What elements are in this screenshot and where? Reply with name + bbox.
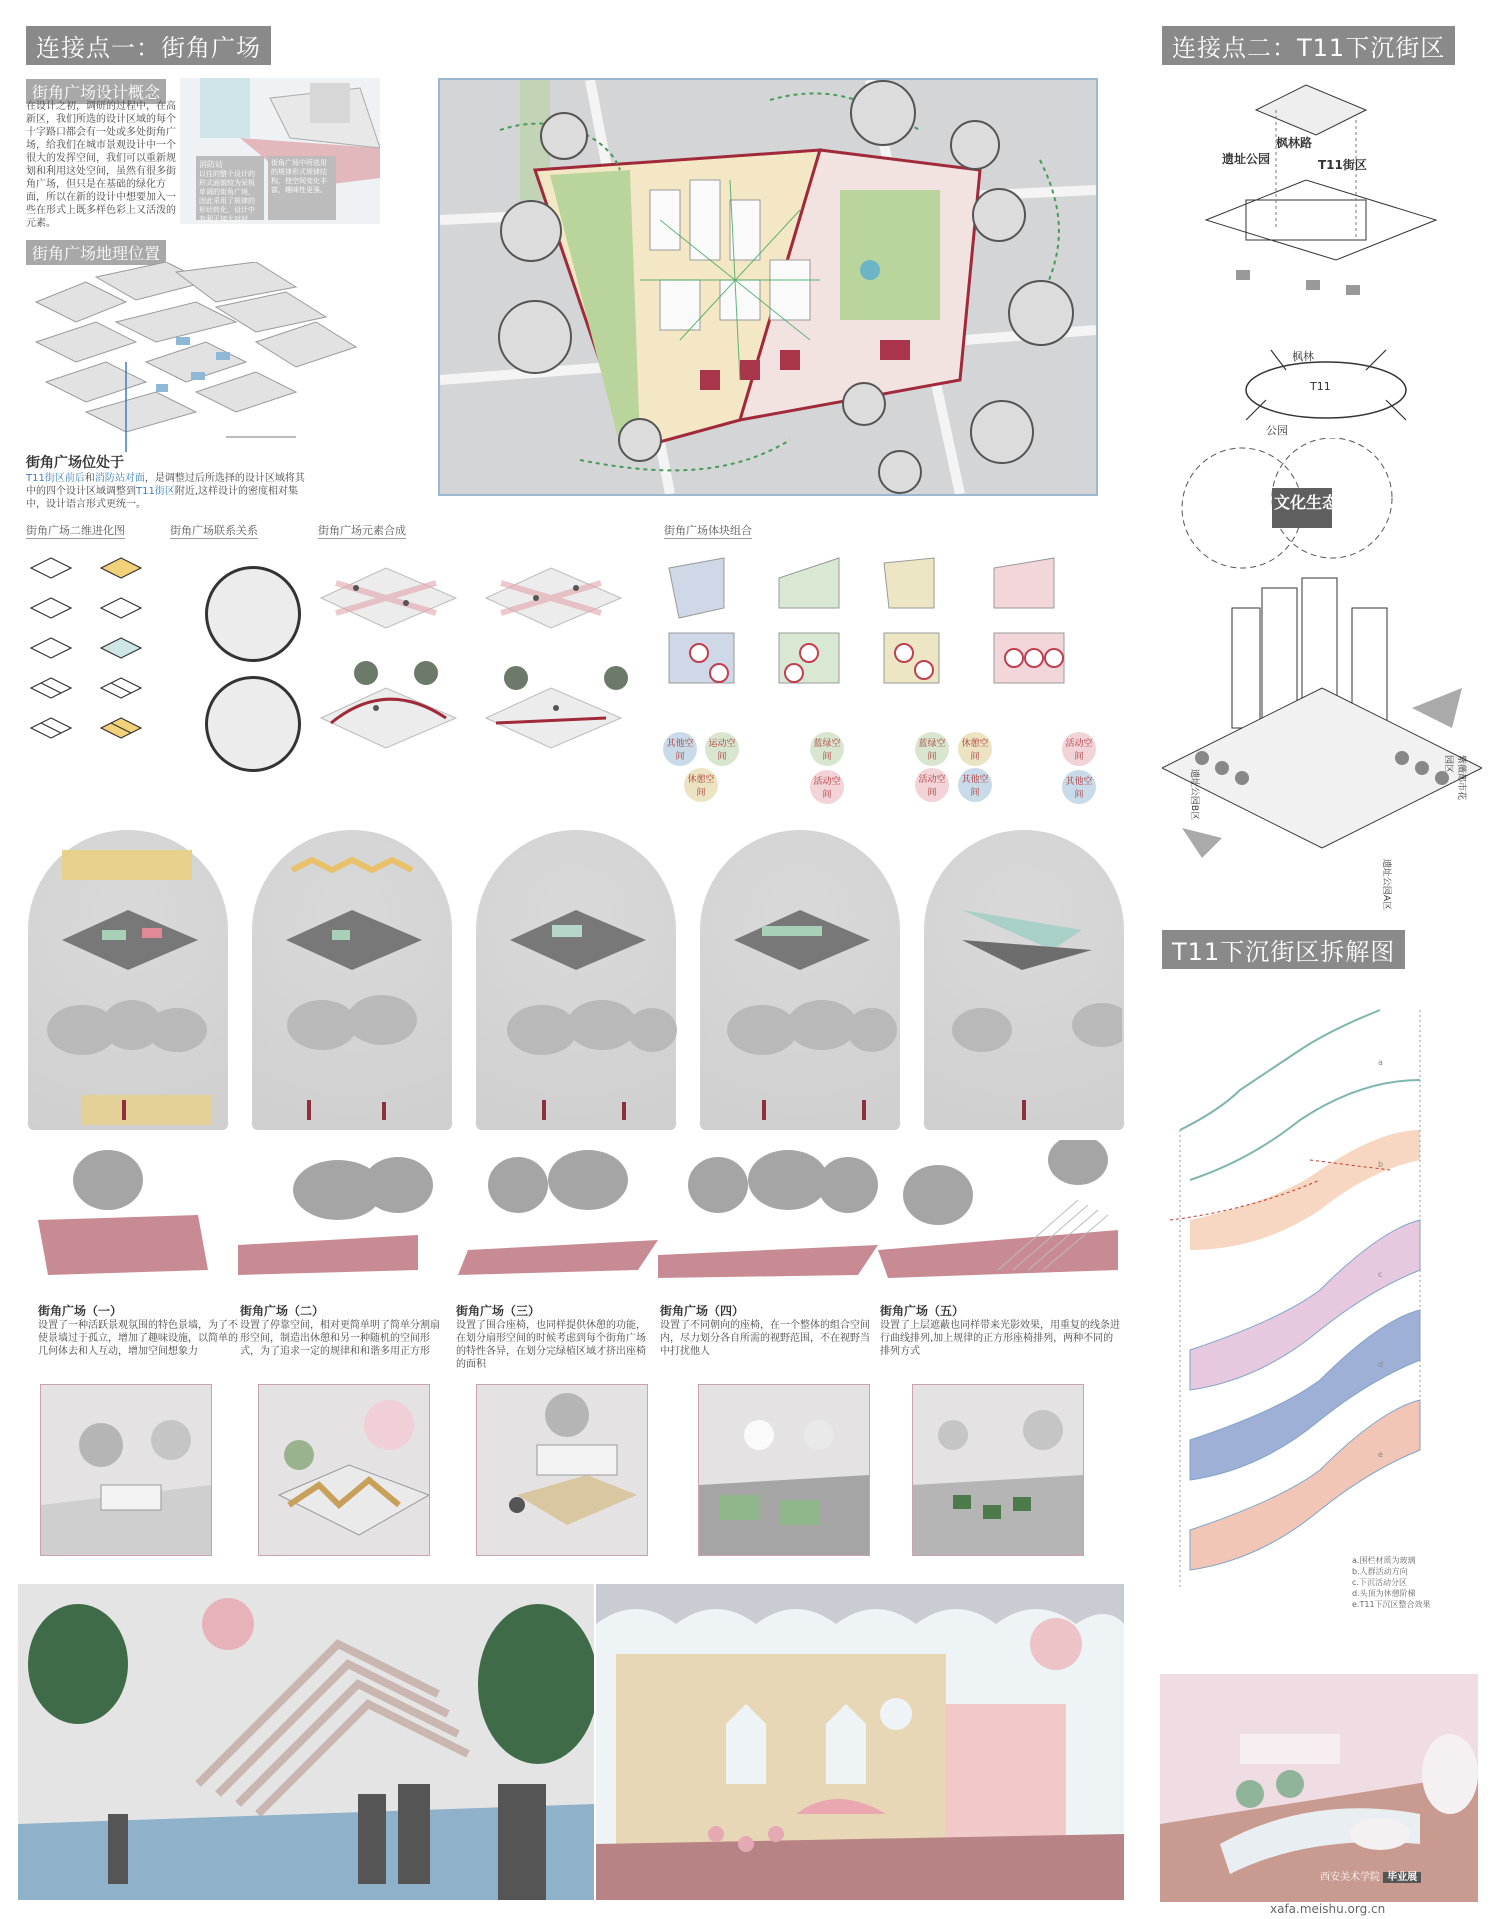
pill-4-2: 其他空间	[1062, 770, 1096, 804]
section2-title: 连接点二：T11下沉街区	[1162, 26, 1455, 65]
location-text-d: ，是调整过后所选择的设计区域将其中的四个设计区域调整到	[26, 473, 305, 497]
site-photo-6	[850, 80, 916, 146]
site-photo-9	[970, 400, 1034, 464]
location-heading: 街角广场位处于	[26, 455, 124, 471]
element-composition	[316, 548, 656, 768]
iso-label-road: 枫林路	[1276, 136, 1313, 150]
pill-3-1: 蓝绿空间	[915, 732, 949, 766]
site-photo-5	[842, 382, 886, 426]
site-photo-11	[950, 120, 1000, 170]
site-photo-7	[972, 188, 1026, 242]
pill-3-2: 休憩空间	[958, 732, 992, 766]
concept-note-2	[268, 156, 336, 220]
plaza-1-text: 设置了一种活跃景观氛围的特色景墙，为了不使景墙过于孤立，增加了趣味设施，以简单的几何体去和人互动，增加空间想象力	[38, 1320, 238, 1357]
relation-circle-1	[205, 566, 301, 662]
plaza-render-1	[40, 1384, 212, 1556]
bottom-render-left	[18, 1584, 594, 1900]
concept-title: 街角广场设计概念	[26, 79, 166, 104]
plaza-5-text: 设置了上层遮蔽也同样带来光影效果，用重复的线条进行曲线排列,加上规律的正方形座椅排列，两种不同的排列方式	[880, 1320, 1120, 1357]
concept-note-2-text: 街角广场中所选用的规律形式规律结构，使空间变化丰富，趣味性更强。	[271, 159, 327, 194]
plaza-caption-1	[38, 1302, 238, 1358]
iso-label-park: 遗址公园	[1222, 152, 1271, 166]
relation-circle-2	[205, 676, 301, 772]
legend-e: e.T11下沉区整合效果	[1352, 1600, 1431, 1609]
concept-note-1	[196, 156, 264, 241]
plaza-3-text: 设置了围合座椅，也同样提供休憩的功能，在划分扇形空间的时候考虑到每个街角广场的特性各异，在划分完绿植区域才挤出座椅的面积	[456, 1320, 646, 1370]
site-photo-10	[878, 450, 922, 494]
pill-3-4: 其他空间	[958, 768, 992, 802]
evolution-label: 街角广场二维进化图	[26, 524, 125, 537]
concept-note-1-text: 以往的整个设计的形式面貌较为呆板单调的街角广场，因此采用了规律的形状转化，设计中有利于加大对衬托，使其空间更有趣味性。	[199, 170, 255, 241]
legend-a: a.围栏材质为玻璃	[1352, 1556, 1416, 1565]
sketch-label-1: 枫林	[1292, 350, 1314, 363]
pill-4-1: 活动空间	[1062, 732, 1096, 766]
block-label: 街角广场体块组合	[664, 524, 752, 537]
layer-mark-a: a	[1378, 1058, 1383, 1067]
site-map	[438, 78, 1098, 496]
element-label: 街角广场元素合成	[318, 524, 406, 537]
plaza-caption-3	[456, 1302, 652, 1371]
legend-b: b.人群活动方向	[1352, 1567, 1408, 1576]
legend-c: c.下沉活动分区	[1352, 1578, 1407, 1587]
plaza-3-title: 街角广场（三）	[456, 1304, 541, 1318]
legend-d: d.头顶为休憩阶梯	[1352, 1589, 1416, 1598]
plaza-render-4	[698, 1384, 870, 1556]
site-photo-1	[540, 112, 588, 160]
location-text-a: T11街区前后	[26, 473, 85, 484]
location-text	[26, 472, 306, 511]
plaza-4-title: 街角广场（四）	[660, 1304, 745, 1318]
site-photo-2	[500, 200, 562, 262]
relation-label: 街角广场联系关系	[170, 524, 258, 537]
plaza-caption-5	[880, 1302, 1120, 1358]
concept-text: 在设计之初，调研的过程中，在高新区，我们所选的设计区域的每个十字路口都会有一处或多处街角广场，给我们在城市景观设计中一个很大的发挥空间，我们可以重新规划和利用这处空间，虽然有很多街角广场，但只是在基础的绿化方面，所以在新的设计中想要加入一些在形式上既多样色彩上又活泼的元素。	[26, 101, 176, 229]
bottom-render-right	[596, 1584, 1124, 1900]
layer-mark-e: e	[1378, 1450, 1383, 1459]
pill-3-3: 活动空间	[915, 768, 949, 802]
axo-label-1: 遗址公园B区	[1189, 768, 1200, 821]
footer-url: xafa.meishu.org.cn	[1270, 1902, 1386, 1916]
location-text-b: 和	[84, 473, 95, 484]
pill-2-1: 蓝绿空间	[810, 732, 844, 766]
pill-1-3: 休憩空间	[684, 768, 718, 802]
plaza-render-3	[476, 1384, 648, 1556]
layer-mark-b: b	[1378, 1160, 1384, 1169]
block-combination	[664, 548, 1134, 688]
site-photo-4	[618, 418, 662, 462]
plaza-bulbs	[22, 830, 1122, 1130]
pill-1-2: 运动空间	[705, 732, 739, 766]
exploded-diagram	[1160, 970, 1460, 1630]
location-text-c: 消防站对面	[94, 473, 145, 484]
layer-mark-d: d	[1378, 1360, 1384, 1369]
plaza-1-title: 街角广场（一）	[38, 1304, 123, 1318]
t11-axonometric	[1162, 438, 1482, 918]
location-text-e: T11街区	[136, 486, 175, 497]
t11-iso-diagram	[1196, 70, 1456, 310]
exploded-legend	[1352, 1555, 1462, 1610]
location-title: 街角广场地理位置	[26, 240, 166, 265]
culture-label: 文化生态化	[1274, 493, 1355, 512]
axo-label-3: 紫薇都市花园区	[1443, 755, 1466, 801]
pill-1-1: 其他空间	[663, 732, 697, 766]
plaza-caption-2	[240, 1302, 446, 1358]
plaza-4-text: 设置了不同朝向的座椅，在一个整体的组合空间内，尽力划分各自所需的视野范围，不在视野当中打扰他人	[660, 1320, 870, 1357]
site-photo-3	[498, 300, 572, 374]
sketch-label-3: 公园	[1266, 424, 1288, 437]
footer-exhibit: 毕业展	[1383, 1872, 1421, 1883]
exploded-title: T11下沉街区拆解图	[1162, 930, 1405, 969]
section1-title: 连接点一：街角广场	[26, 26, 271, 65]
footer-school: 西安美术学院	[1320, 1872, 1380, 1883]
concept-note-1-title: 消防站	[199, 160, 223, 169]
plaza-2-title: 街角广场（二）	[240, 1304, 325, 1318]
plaza-render-2	[258, 1384, 430, 1556]
axo-label-2: 遗址公园A区	[1381, 858, 1392, 911]
iso-label-t11: T11街区	[1318, 158, 1367, 172]
layer-mark-c: c	[1378, 1270, 1383, 1279]
pill-2-2: 活动空间	[810, 770, 844, 804]
plaza-2-text: 设置了停靠空间，相对更简单明了简单分割扇形空间，制造出休憩和另一种随机的空间形式，为了追求一定的规律和和谐多用正方形	[240, 1320, 440, 1357]
location-text-f: 附近,这样设计的密度相对集中，设计语言形式更统一。	[26, 486, 299, 510]
plaza-5-title: 街角广场（五）	[880, 1304, 965, 1318]
plaza-caption-4	[660, 1302, 872, 1358]
evolution-diagram	[26, 548, 156, 768]
t11-sketch	[1226, 340, 1426, 440]
plaza-sections	[38, 1140, 1138, 1280]
site-photo-8	[1008, 280, 1074, 346]
plaza-render-5	[912, 1384, 1084, 1556]
sketch-label-2: T11	[1310, 380, 1331, 393]
t11-render	[1160, 1674, 1478, 1902]
footer-logo	[1320, 1868, 1421, 1883]
location-isometric-map	[26, 262, 371, 452]
